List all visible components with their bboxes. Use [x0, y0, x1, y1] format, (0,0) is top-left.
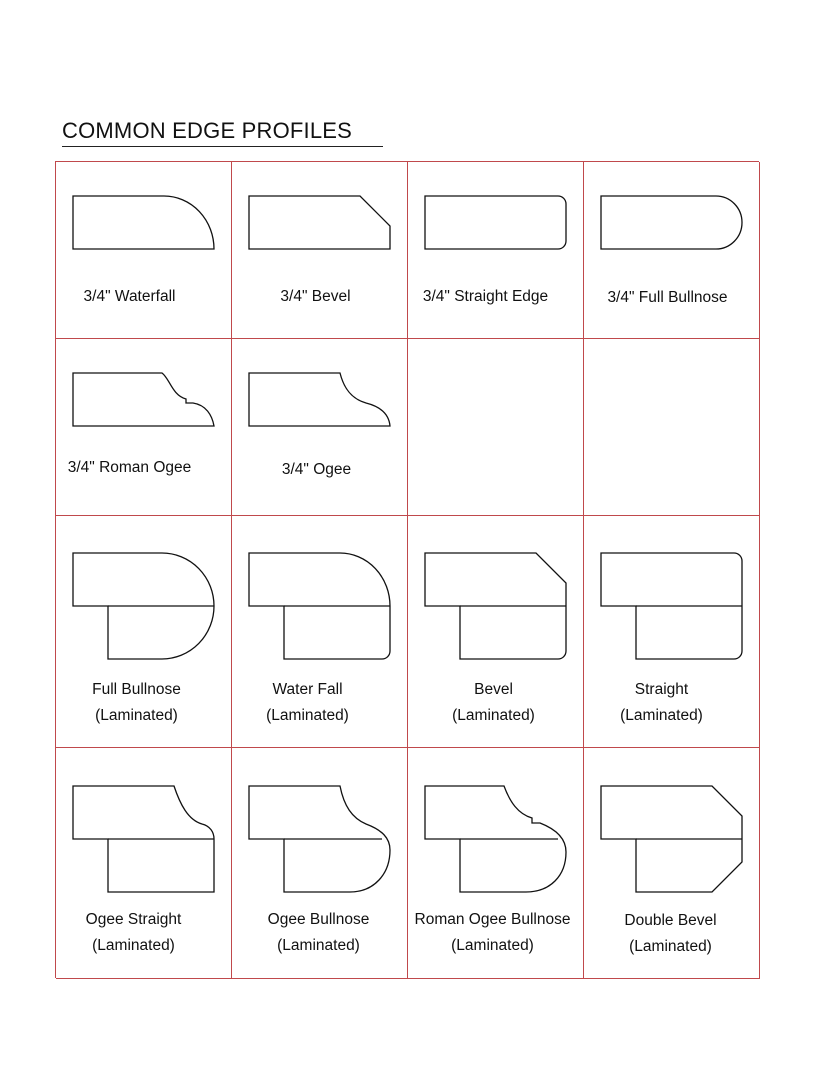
profile-label: 3/4" Bevel — [280, 288, 351, 305]
profile-label — [231, 907, 406, 959]
profile-label — [583, 908, 758, 960]
profile-name: Ogee Bullnose — [267, 911, 370, 928]
profile-note: (Laminated) — [277, 937, 360, 954]
profile-cell-ogee — [232, 339, 408, 516]
profile-name: Double Bevel — [624, 912, 717, 929]
profile-label — [46, 907, 221, 959]
laminated-cell-waterfall — [232, 516, 408, 748]
full-bullnose-profile-icon — [584, 162, 760, 339]
laminated-cell-ogee-bullnose — [232, 748, 408, 979]
profile-label: 3/4" Straight Edge — [422, 288, 549, 305]
profile-label: 3/4" Full Bullnose — [607, 289, 728, 306]
empty-cell — [408, 339, 584, 516]
roman-ogee-profile-icon — [56, 339, 232, 516]
laminated-cell-ogee-straight — [56, 748, 232, 979]
page-title: COMMON EDGE PROFILES — [62, 118, 353, 143]
profile-note: (Laminated) — [92, 937, 175, 954]
profile-label — [49, 677, 224, 729]
profile-label: 3/4" Waterfall — [83, 288, 176, 305]
profile-label: 3/4" Ogee — [281, 461, 352, 478]
profile-cell-full-bullnose — [584, 162, 760, 339]
profile-label — [574, 677, 749, 729]
profile-cell-waterfall — [56, 162, 232, 339]
profile-name: Water Fall — [272, 681, 343, 698]
profile-cell-straight-edge — [408, 162, 584, 339]
profile-label — [405, 907, 580, 959]
profile-grid — [55, 161, 759, 978]
straight-edge-profile-icon — [408, 162, 584, 339]
bevel-profile-icon — [232, 162, 408, 339]
profile-name: Ogee Straight — [85, 911, 182, 928]
profile-cell-roman-ogee — [56, 339, 232, 516]
profile-label: 3/4" Roman Ogee — [67, 459, 192, 476]
profile-name: Full Bullnose — [92, 681, 181, 698]
profile-name: Bevel — [474, 681, 513, 698]
profile-note: (Laminated) — [620, 707, 703, 724]
waterfall-profile-icon — [56, 162, 232, 339]
profile-note: (Laminated) — [629, 938, 712, 955]
laminated-cell-double-bevel — [584, 748, 760, 979]
laminated-cell-full-bullnose — [56, 516, 232, 748]
empty-cell — [584, 339, 760, 516]
laminated-cell-bevel — [408, 516, 584, 748]
profile-label — [220, 677, 395, 729]
profile-note: (Laminated) — [452, 707, 535, 724]
profile-name: Straight — [634, 681, 689, 698]
laminated-cell-roman-ogee-bullnose — [408, 748, 584, 979]
profile-label — [406, 677, 581, 729]
profile-note: (Laminated) — [451, 937, 534, 954]
profile-note: (Laminated) — [95, 707, 178, 724]
profile-name: Roman Ogee Bullnose — [414, 911, 571, 928]
title-underline — [62, 146, 383, 147]
laminated-cell-straight — [584, 516, 760, 748]
profile-note: (Laminated) — [266, 707, 349, 724]
profile-cell-bevel — [232, 162, 408, 339]
ogee-profile-icon — [232, 339, 408, 516]
